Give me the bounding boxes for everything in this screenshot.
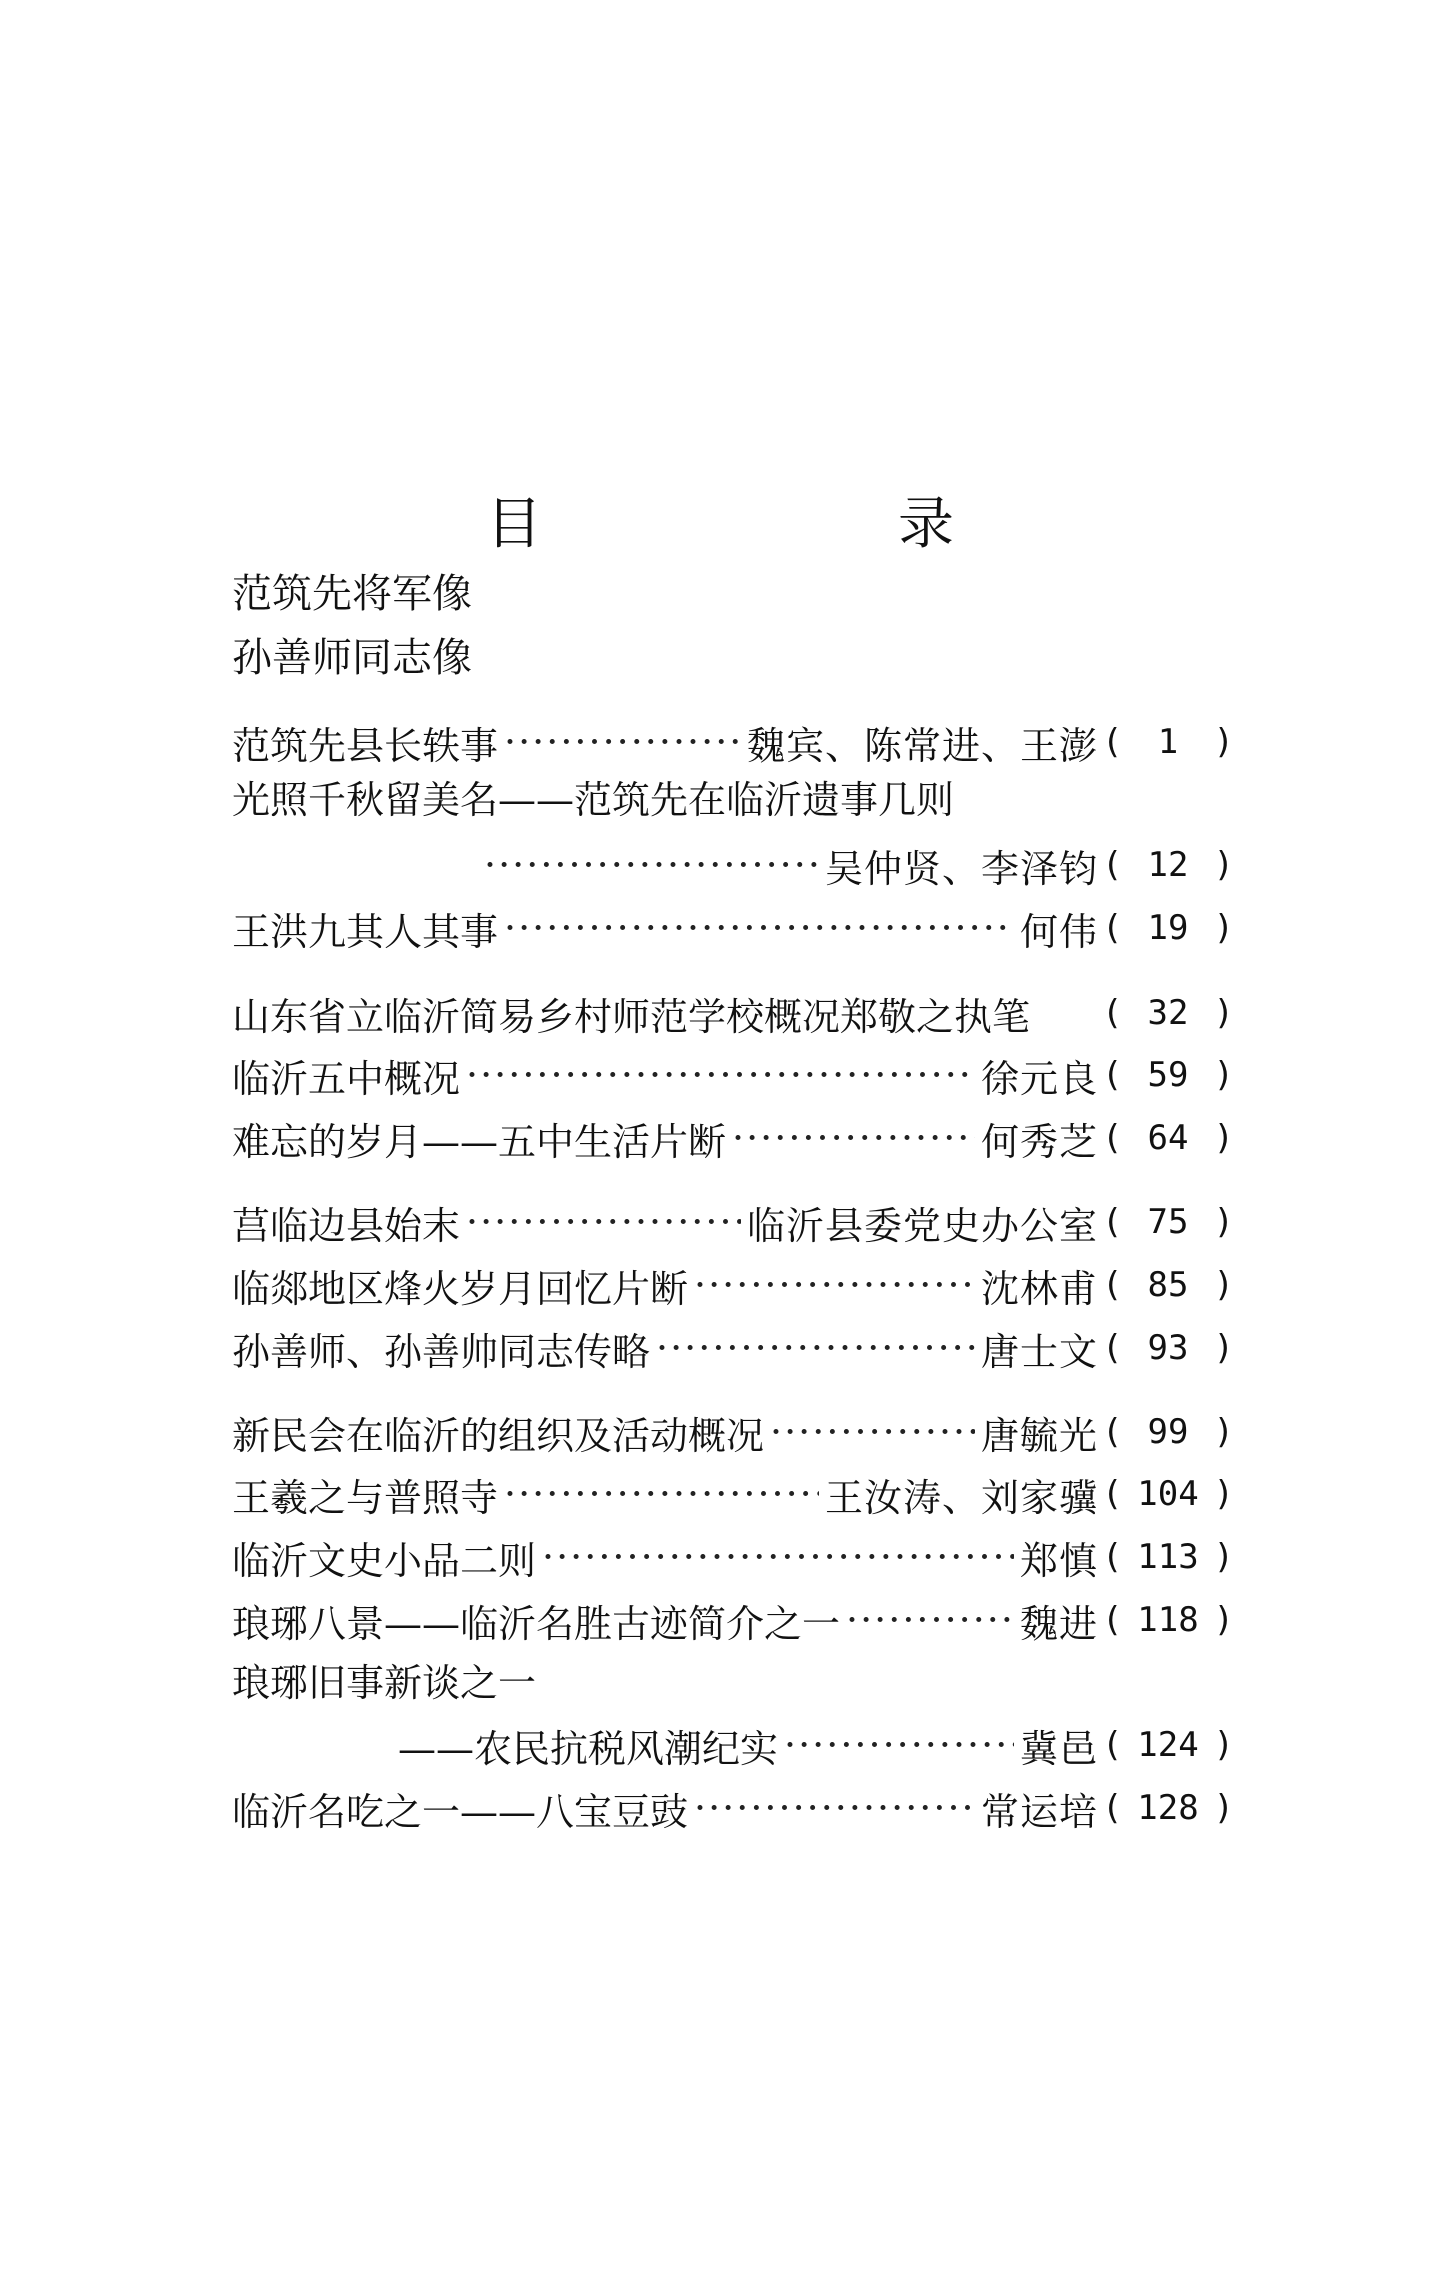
toc-entry[interactable] [478,836,1234,894]
entry-author: 徐元良 [980,1056,1098,1101]
dot-leader [466,1053,975,1097]
toc-entry[interactable] [232,984,1234,1042]
entry-title: 王羲之与普照寺 [232,1475,499,1520]
entry-title: 临沂名吃之一——八宝豆豉 [232,1789,689,1834]
entry-title: 琅琊八景——临沂名胜古迹简介之一 [232,1601,841,1646]
toc-entry[interactable] [232,1256,1234,1314]
entry-page: ( 104 ) [1102,1474,1234,1514]
toc-entry[interactable] [232,1319,1234,1377]
entry-title: 临沂五中概况 [232,1056,461,1101]
toc-entry[interactable] [232,1046,1234,1104]
entry-page: ( 12 ) [1102,845,1234,885]
entry-title: 孙善师、孙善帅同志传略 [232,1329,651,1374]
entry-title: 王洪九其人其事 [232,909,499,954]
plate-2: 孙善师同志像 [232,635,472,681]
entry-page: ( 93 ) [1102,1328,1234,1368]
entry-title: 新民会在临沂的组织及活动概况 [232,1413,765,1458]
dot-leader [770,1410,975,1454]
entry-author: 魏宾、陈常进、王澎 [746,723,1098,768]
entry-title: 范筑先县长轶事 [232,723,499,768]
toc-entry[interactable] [232,1465,1234,1523]
toc-entry[interactable] [398,1716,1234,1774]
plate-1: 范筑先将军像 [232,571,472,617]
entry-page: ( 1 ) [1102,722,1234,762]
entry-page: ( 19 ) [1102,908,1234,948]
dot-leader [542,1535,1014,1579]
dot-leader [694,1263,975,1307]
toc-entry[interactable] [232,713,1234,771]
toc-entry-title-line[interactable]: 琅琊旧事新谈之一 [232,1661,537,1705]
dot-leader [694,1786,975,1830]
entry-author: 唐毓光 [980,1413,1098,1458]
entry-author: 唐士文 [980,1329,1098,1374]
entry-title: 难忘的岁月——五中生活片断 [232,1119,727,1164]
entry-title: 莒临边县始末 [232,1203,461,1248]
entry-author: 常运培 [980,1789,1098,1834]
toc-entry[interactable] [232,1109,1234,1167]
toc-entry[interactable] [232,1528,1234,1586]
entry-author: 冀邑 [1019,1726,1098,1771]
toc-entry[interactable] [232,1779,1234,1837]
dot-leader [784,1723,1014,1767]
entry-author: 魏进 [1019,1601,1098,1646]
entry-page: ( 118 ) [1102,1600,1234,1640]
toc-entry-title-line[interactable]: 光照千秋留美名——范筑先在临沂遗事几则 [232,778,955,822]
entry-title: 临沂文史小品二则 [232,1538,537,1583]
entry-title: ——农民抗税风潮纪实 [398,1726,779,1771]
toc-entry[interactable] [232,899,1234,957]
entry-author: 吴仲贤、李泽钧 [824,846,1098,891]
dot-leader [504,906,1014,950]
dot-leader [846,1598,1014,1642]
entry-page: ( 113 ) [1102,1537,1234,1577]
dot-leader [656,1326,975,1370]
entry-title: 山东省立临沂简易乡村师范学校概况郑敬之执笔 [232,994,1031,1039]
dot-leader [484,843,819,887]
entry-author: 何秀芝 [980,1119,1098,1164]
entry-page: ( 128 ) [1102,1788,1234,1828]
entry-page: ( 124 ) [1102,1725,1234,1765]
entry-page: ( 64 ) [1102,1118,1234,1158]
entry-author: 何伟 [1019,909,1098,954]
entry-author: 沈林甫 [980,1266,1098,1311]
toc-entry[interactable] [232,1591,1234,1649]
dot-leader [732,1116,975,1160]
toc-entry[interactable] [232,1193,1234,1251]
entry-author: 郑慎 [1019,1538,1098,1583]
dot-leader [466,1200,741,1244]
entry-title: 临郯地区烽火岁月回忆片断 [232,1266,689,1311]
dot-leader [504,1472,819,1516]
entry-page: ( 99 ) [1102,1412,1234,1452]
entry-page: ( 75 ) [1102,1202,1234,1242]
page-title: 目 录 [486,492,1104,557]
entry-page: ( 85 ) [1102,1265,1234,1305]
entry-page: ( 32 ) [1102,993,1234,1033]
dot-leader [504,720,741,764]
entry-author: 王汝涛、刘家骥 [824,1475,1098,1520]
entry-author: 临沂县委党史办公室 [746,1203,1098,1248]
entry-page: ( 59 ) [1102,1055,1234,1095]
toc-entry[interactable] [232,1403,1234,1461]
